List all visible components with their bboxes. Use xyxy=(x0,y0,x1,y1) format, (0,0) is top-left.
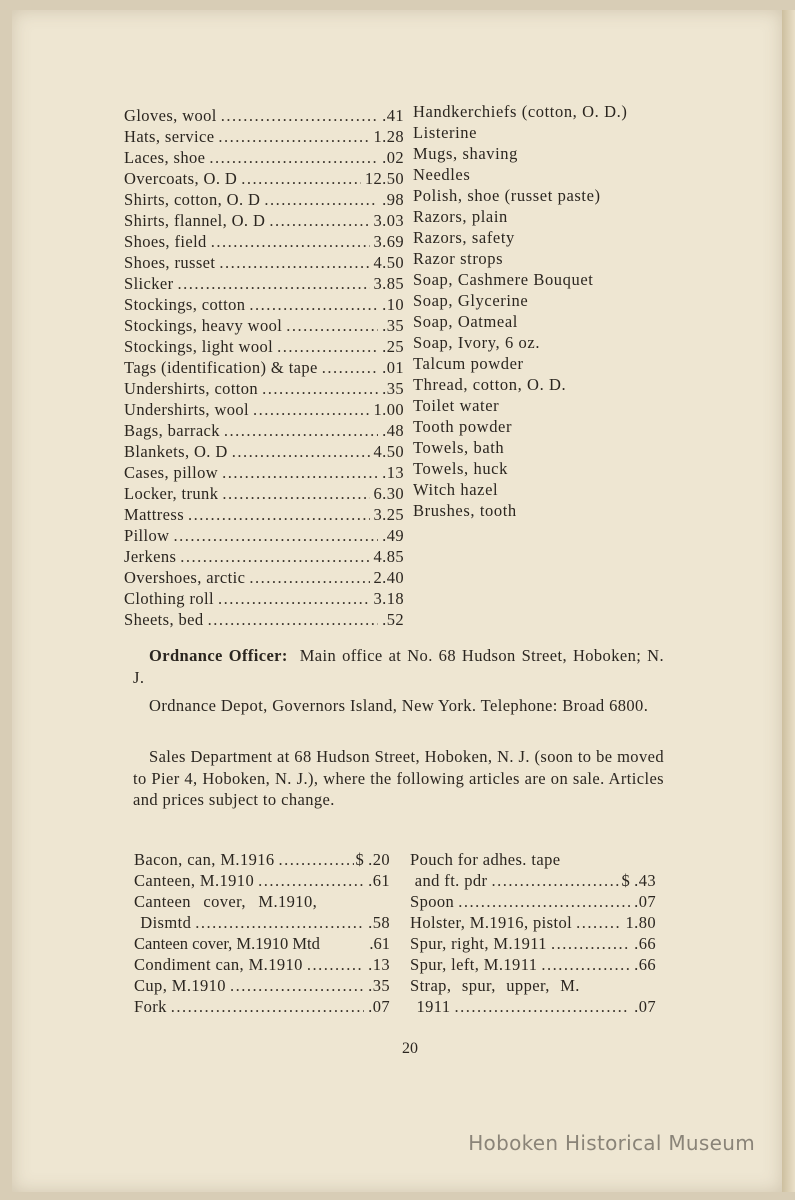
list-item: Spur, left, M.1911 ..... .66 xyxy=(410,954,656,975)
item-price: 12.50 xyxy=(364,169,404,188)
item-price: .10 xyxy=(382,295,404,314)
item-name: Overcoats, O. D xyxy=(124,169,238,188)
item-name: Laces, shoe xyxy=(124,148,206,167)
ordnance-officer-label: Ordnance Officer: xyxy=(149,646,288,665)
item-price: .41 xyxy=(382,106,404,125)
item-name: Stockings, light wool xyxy=(124,337,274,356)
item-name: Stockings, cotton xyxy=(124,295,246,314)
leader-dots xyxy=(209,147,378,168)
list-item xyxy=(124,126,404,147)
ordnance-articles-right xyxy=(410,849,656,1017)
list-item: Soap, Glycerine xyxy=(413,291,529,310)
item-name: Bags, barrack xyxy=(124,421,220,440)
item-name: Slicker xyxy=(124,274,174,293)
item-price: 3.85 xyxy=(373,274,404,293)
list-item xyxy=(124,273,404,294)
item-price: 3.25 xyxy=(373,505,404,524)
list-item: Condiment can, M.1910 ..... .13 xyxy=(134,954,390,975)
list-item: Dismtd ..... .58 xyxy=(134,912,390,933)
ordnance-depot-paragraph xyxy=(133,695,664,717)
list-item xyxy=(124,399,404,420)
leader-dots xyxy=(178,273,370,294)
leader-dots xyxy=(219,252,369,273)
list-item xyxy=(124,336,404,357)
item-price: .02 xyxy=(382,148,404,167)
list-item: Tooth powder xyxy=(413,417,513,436)
item-name: Shoes, field xyxy=(124,232,207,251)
ordnance-depot-text: Ordnance Depot, Governors Island, New York. Telephone: Broad 6800. xyxy=(149,696,649,715)
leader-dots xyxy=(286,315,378,336)
list-item: and ft. pdr ..... $ .43 xyxy=(410,870,656,891)
leader-dots xyxy=(262,378,378,399)
item-price: .13 xyxy=(382,463,404,482)
list-item xyxy=(124,147,404,168)
leader-dots xyxy=(188,504,369,525)
leader-dots xyxy=(218,588,370,609)
clothing-price-list xyxy=(124,105,404,630)
item-name: Clothing roll xyxy=(124,589,214,608)
item-price: .01 xyxy=(382,358,404,377)
list-item: Canteen, M.1910 ..... .61 xyxy=(134,870,390,891)
leader-dots xyxy=(218,126,369,147)
item-name: Undershirts, wool xyxy=(124,400,250,419)
toilet-articles-list xyxy=(413,101,673,521)
sales-department-paragraph xyxy=(133,746,664,811)
item-name: Shoes, russet xyxy=(124,253,216,272)
leader-dots xyxy=(249,567,369,588)
list-item xyxy=(124,315,404,336)
list-item: Razors, safety xyxy=(413,228,515,247)
list-item: Witch hazel xyxy=(413,480,499,499)
list-item xyxy=(124,105,404,126)
item-name: Hats, service xyxy=(124,127,215,146)
item-price: 4.50 xyxy=(373,253,404,272)
list-item xyxy=(124,504,404,525)
item-price: 1.28 xyxy=(373,127,404,146)
list-item: Spoon ..... .07 xyxy=(410,891,656,912)
page-number: 20 xyxy=(402,1040,418,1057)
item-name: Mattress xyxy=(124,505,185,524)
list-item xyxy=(124,588,404,609)
item-name: Tags (identification) & tape xyxy=(124,358,318,377)
list-item: Listerine xyxy=(413,123,478,142)
item-name: Jerkens xyxy=(124,547,177,566)
list-item xyxy=(124,609,404,630)
list-item xyxy=(124,168,404,189)
item-name: Pillow xyxy=(124,526,170,545)
item-price: .49 xyxy=(382,526,404,545)
list-item xyxy=(124,210,404,231)
list-item: Cup, M.1910 ..... .35 xyxy=(134,975,390,996)
leader-dots xyxy=(211,231,370,252)
list-item: Razors, plain xyxy=(413,207,508,226)
item-price: 3.18 xyxy=(373,589,404,608)
list-item: Polish, shoe (russet paste) xyxy=(413,186,601,205)
museum-watermark: Hoboken Historical Museum xyxy=(468,1131,755,1155)
item-price: .48 xyxy=(382,421,404,440)
list-item xyxy=(124,357,404,378)
item-price: 3.03 xyxy=(373,211,404,230)
list-item xyxy=(124,252,404,273)
leader-dots xyxy=(222,462,378,483)
item-price: .52 xyxy=(382,610,404,629)
leader-dots xyxy=(222,483,369,504)
list-item: Strap, spur, upper, M. xyxy=(410,976,580,995)
leader-dots xyxy=(269,210,369,231)
item-price: 1.00 xyxy=(373,400,404,419)
list-item: Handkerchiefs (cotton, O. D.) xyxy=(413,102,628,121)
list-item: Brushes, tooth xyxy=(413,501,517,520)
list-item: Soap, Cashmere Bouquet xyxy=(413,270,594,289)
leader-dots xyxy=(180,546,369,567)
list-item xyxy=(124,378,404,399)
list-item xyxy=(124,420,404,441)
list-item xyxy=(124,546,404,567)
list-item: Towels, huck xyxy=(413,459,508,478)
item-name: Locker, trunk xyxy=(124,484,219,503)
page-spine-edge xyxy=(782,10,795,1192)
list-item: Mugs, shaving xyxy=(413,144,518,163)
item-name: Sheets, bed xyxy=(124,610,204,629)
list-item xyxy=(124,441,404,462)
item-name: Stockings, heavy wool xyxy=(124,316,283,335)
leader-dots xyxy=(322,357,378,378)
ordnance-officer-text: Main office at No. 68 Hudson Street, Hoboken; N. J. xyxy=(133,646,664,687)
leader-dots xyxy=(224,420,378,441)
item-price: .25 xyxy=(382,337,404,356)
list-item: Thread, cotton, O. D. xyxy=(413,375,567,394)
item-price: .35 xyxy=(382,379,404,398)
ordnance-officer-paragraph xyxy=(133,645,664,688)
item-price: 6.30 xyxy=(373,484,404,503)
list-item: Needles xyxy=(413,165,471,184)
list-item: Holster, M.1916, pistol ..... 1.80 xyxy=(410,912,656,933)
item-name: Undershirts, cotton xyxy=(124,379,259,398)
list-item: Soap, Ivory, 6 oz. xyxy=(413,333,541,352)
leader-dots xyxy=(253,399,369,420)
list-item: Talcum powder xyxy=(413,354,524,373)
leader-dots xyxy=(232,441,370,462)
leader-dots xyxy=(277,336,378,357)
list-item xyxy=(124,462,404,483)
item-name: Shirts, flannel, O. D xyxy=(124,211,266,230)
list-item: Canteen cover, M.1910 Mtd .61 xyxy=(134,934,390,953)
leader-dots xyxy=(208,609,379,630)
sales-department-text: Sales Department at 68 Hudson Street, Hoboken, N. J. (soon to be moved to Pier 4, Hoboken, N. J.), where the following articles are on sale. Articles and prices subject to change. xyxy=(133,747,664,809)
leader-dots xyxy=(221,105,378,126)
list-item: Soap, Oatmeal xyxy=(413,312,518,331)
list-item xyxy=(124,231,404,252)
list-item: 1911 ..... .07 xyxy=(410,996,656,1017)
item-price: .98 xyxy=(382,190,404,209)
list-item: Toilet water xyxy=(413,396,500,415)
list-item xyxy=(124,525,404,546)
leader-dots xyxy=(264,189,378,210)
item-price: 2.40 xyxy=(373,568,404,587)
list-item xyxy=(124,483,404,504)
item-name: Gloves, wool xyxy=(124,106,217,125)
item-name: Cases, pillow xyxy=(124,463,219,482)
item-name: Shirts, cotton, O. D xyxy=(124,190,261,209)
leader-dots xyxy=(174,525,379,546)
leader-dots xyxy=(241,168,361,189)
list-item: Canteen cover, M.1910, xyxy=(134,892,318,911)
item-price: .35 xyxy=(382,316,404,335)
list-item: Towels, bath xyxy=(413,438,505,457)
item-price: 4.85 xyxy=(373,547,404,566)
list-item: Pouch for adhes. tape xyxy=(410,850,561,869)
ordnance-articles-left xyxy=(134,849,390,1017)
item-name: Blankets, O. D xyxy=(124,442,228,461)
item-price: 3.69 xyxy=(373,232,404,251)
list-item xyxy=(124,294,404,315)
list-item xyxy=(124,567,404,588)
list-item: Razor strops xyxy=(413,249,504,268)
list-item: Bacon, can, M.1916 ..... $ .20 xyxy=(134,849,390,870)
list-item: Fork ..... .07 xyxy=(134,996,390,1017)
item-name: Overshoes, arctic xyxy=(124,568,246,587)
list-item xyxy=(124,189,404,210)
leader-dots xyxy=(249,294,378,315)
item-price: 4.50 xyxy=(373,442,404,461)
list-item: Spur, right, M.1911 ..... .66 xyxy=(410,933,656,954)
